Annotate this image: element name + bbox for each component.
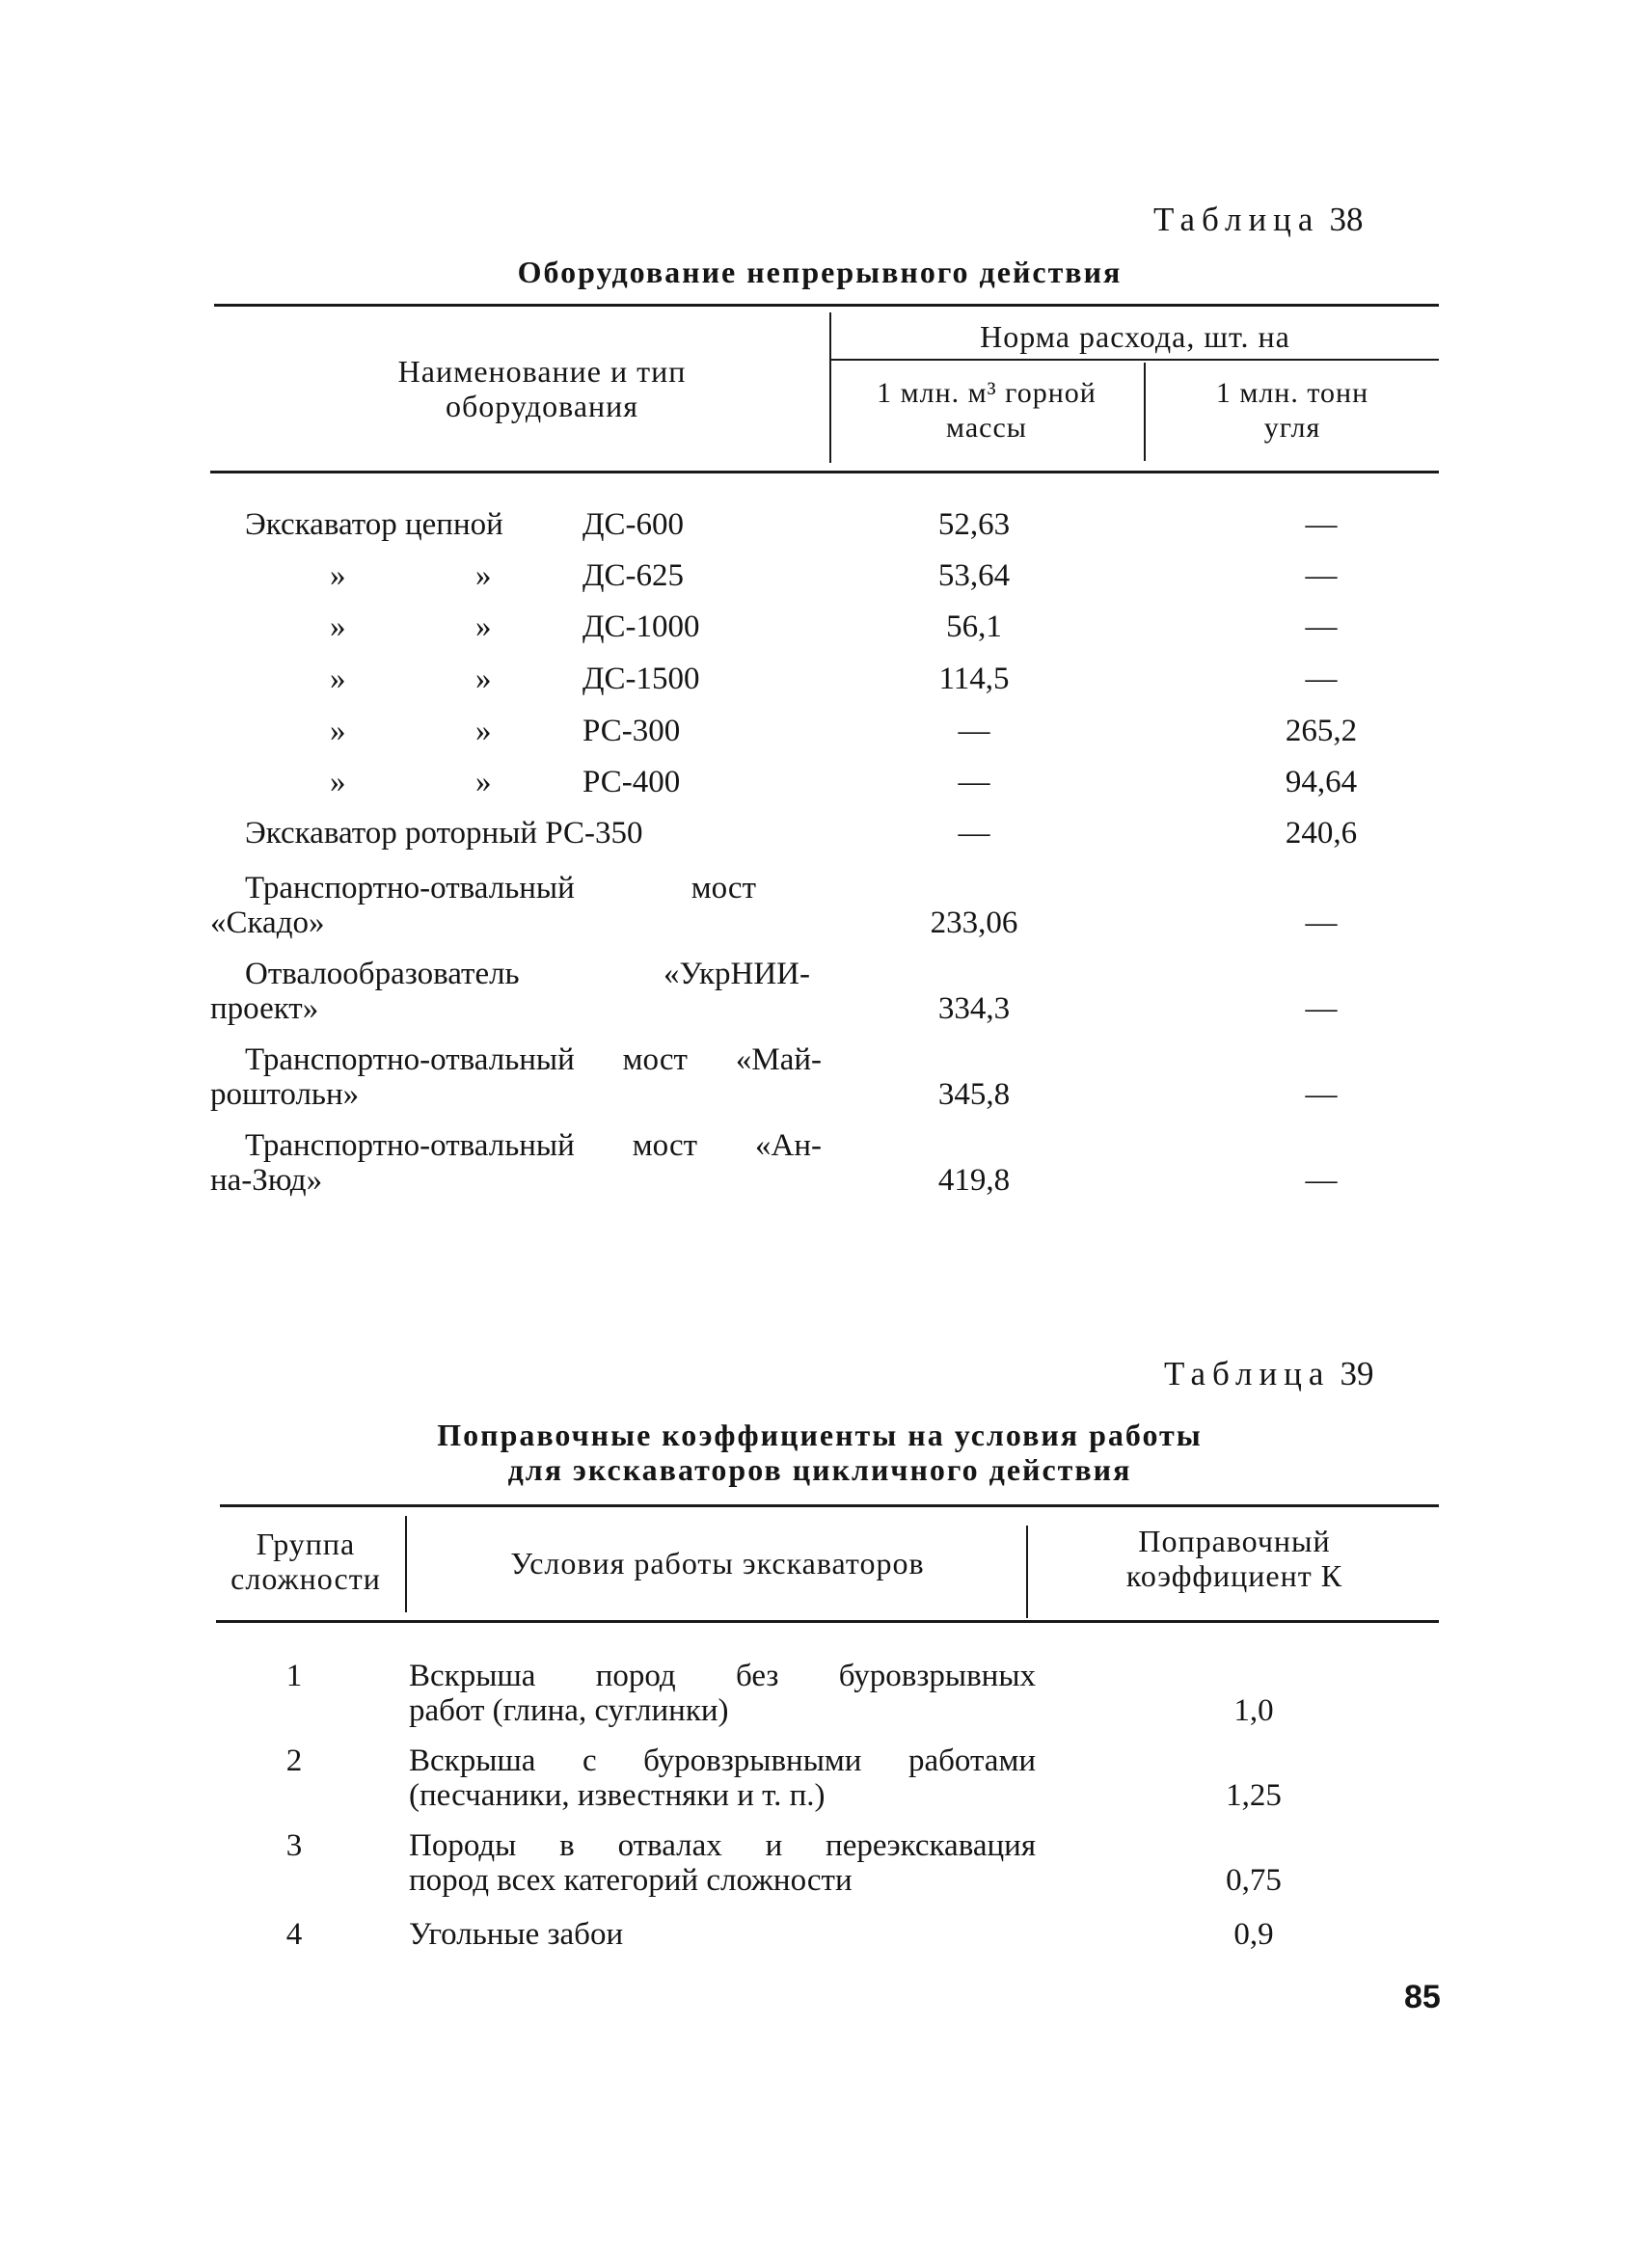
- table-38-header-norm: Норма расхода, шт. на: [980, 319, 1290, 354]
- table-39-top-rule: [220, 1504, 1439, 1507]
- table-38-header-per-coal: 1 млн. тонн угля: [1215, 377, 1369, 444]
- table-38-title: Оборудование непрерывного действия: [517, 255, 1123, 289]
- table-39-header-group: Группа сложности: [230, 1527, 381, 1596]
- table-39-title: Поправочные коэффициенты на условия работы для экскаваторов цикличного действия: [437, 1418, 1203, 1487]
- table-39-header-conditions: Условия работы экскаваторов: [510, 1546, 925, 1581]
- table-38-label: Таблица 38: [1153, 201, 1364, 238]
- table-38-header-bottom-rule: [210, 471, 1439, 473]
- table-38-top-rule: [214, 304, 1439, 307]
- document-page: Таблица 38 Оборудование непрерывного действия Наименование и тип оборудования Норма расхода, шт. на 1 млн. м³ горной массы 1 млн. тонн угля Экскаватор цепной ДС-600 52,63 — » » ДС-625 53,64 — » » ДС-1000 56,1 — » » ДС-1500 114,5 — » » РС-300 — 265,2 » » РС-400 — 94,64 Экскаватор роторный РС-350 — 240,6 Транспортно-отвальный мост «Скадо» 233,06 — Отвалообразователь «УкрНИИ- проект» 334,3 — Транспортно-отвальный мост «Май- роштольн» 345,8 — Транспортно-отвальный мост «Ан- на-Зюд» 419,8 — Таблица 39 Поправочные коэффициенты на условия работы для экскаваторов цикличного действия Группа сложности Условия работы экскаваторов Поправочный коэффициент К 1 Вскрыша пород без буровзрывных работ (глина, суглинки) 1,0 2 Вскрыша с буровзрывными работами (песчаники, известняки и т. п.) 1,25 3 Породы в отвалах и переэкскавация пород всех категорий сложности 0,75 4 Угольные забои 0,9 85: [210, 201, 1441, 2015]
- table-39-label: Таблица 39: [1164, 1355, 1374, 1392]
- table-38-header-name: Наименование и тип оборудования: [397, 354, 687, 423]
- table-39-header-divider: [405, 1516, 407, 1612]
- table-38-header-per-mass: 1 млн. м³ горной массы: [877, 377, 1097, 444]
- page-number: 85: [1404, 1979, 1441, 2015]
- table-39-header-coefficient: Поправочный коэффициент К: [1125, 1524, 1343, 1593]
- table-39-header-divider: [1026, 1526, 1028, 1618]
- table-39-header-bottom-rule: [216, 1620, 1439, 1623]
- table-38-header-sub-rule: [831, 359, 1439, 361]
